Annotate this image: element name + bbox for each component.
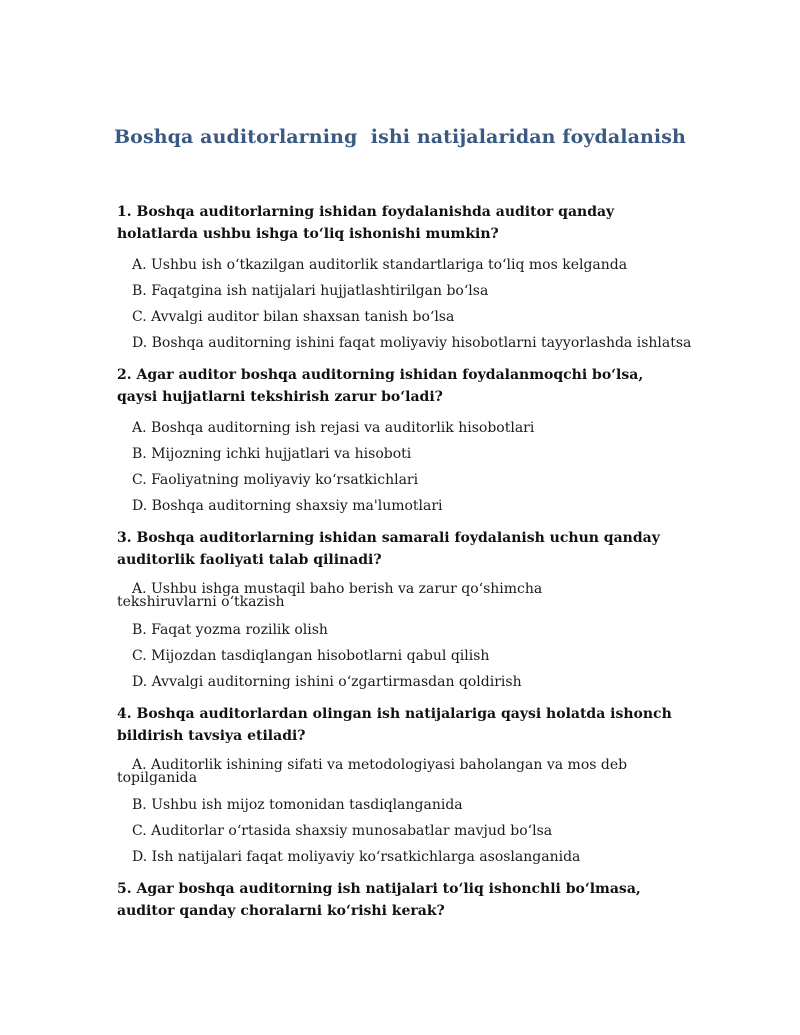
question-3-option-b: B. Faqat yozma rozilik olish xyxy=(132,622,328,638)
question-2: 2. Agar auditor boshqa auditorning ishidan foydalanmoqchi bo‘lsa, qaysi hujjatlarni tekshirish zarur bo‘ladi? xyxy=(117,367,644,405)
question-2-option-c: C. Faoliyatning moliyaviy ko‘rsatkichlari xyxy=(132,472,419,488)
question-1-option-a: A. Ushbu ish o‘tkazilgan auditorlik standartlariga to‘liq mos kelganda xyxy=(132,257,628,273)
page-title: Boshqa auditorlarning ishi natijalaridan foydalanish xyxy=(114,126,686,148)
question-4: 4. Boshqa auditorlardan olingan ish natijalariga qaysi holatda ishonch bildirish tavsiya etiladi? xyxy=(117,706,672,744)
question-4-option-c: C. Auditorlar o‘rtasida shaxsiy munosabatlar mavjud bo‘lsa xyxy=(132,823,553,839)
question-3-option-a: A. Ushbu ishga mustaqil baho berish va zarur qo‘shimcha tekshiruvlarni o‘tkazish xyxy=(117,581,543,610)
question-2-option-b: B. Mijozning ichki hujjatlari va hisoboti xyxy=(132,446,412,462)
question-3-option-c: C. Mijozdan tasdiqlangan hisobotlarni qabul qilish xyxy=(132,648,490,664)
question-3-option-d: D. Avvalgi auditorning ishini o‘zgartirmasdan qoldirish xyxy=(132,674,522,690)
question-1: 1. Boshqa auditorlarning ishidan foydalanishda auditor qanday holatlarda ushbu ishga to‘liq ishonishi mumkin? xyxy=(117,204,615,242)
question-1-option-d: D. Boshqa auditorning ishini faqat moliyaviy hisobotlarni tayyorlashda ishlatsa xyxy=(132,335,692,351)
question-2-option-a: A. Boshqa auditorning ish rejasi va auditorlik hisobotlari xyxy=(132,420,535,436)
question-4-option-d: D. Ish natijalari faqat moliyaviy ko‘rsatkichlarga asoslanganida xyxy=(132,849,581,865)
question-2-option-d: D. Boshqa auditorning shaxsiy ma'lumotlari xyxy=(132,498,443,514)
question-4-option-a: A. Auditorlik ishining sifati va metodologiyasi baholangan va mos deb topilganida xyxy=(117,757,628,786)
question-3: 3. Boshqa auditorlarning ishidan samarali foydalanish uchun qanday auditorlik faoliyati talab qilinadi? xyxy=(117,530,660,568)
question-1-option-b: B. Faqatgina ish natijalari hujjatlashtirilgan bo‘lsa xyxy=(132,283,489,299)
question-5: 5. Agar boshqa auditorning ish natijalari to‘liq ishonchli bo‘lmasa, auditor qanday choralarni ko‘rishi kerak? xyxy=(117,881,641,919)
question-1-option-c: C. Avvalgi auditor bilan shaxsan tanish bo‘lsa xyxy=(132,309,455,325)
question-4-option-b: B. Ushbu ish mijoz tomonidan tasdiqlanganida xyxy=(132,797,463,813)
